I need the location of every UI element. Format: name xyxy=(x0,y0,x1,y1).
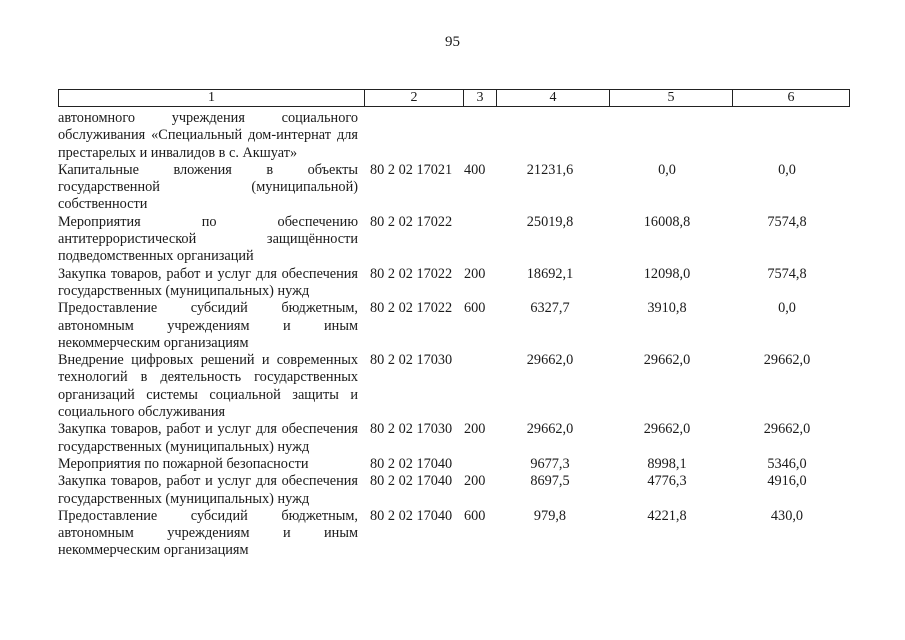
row-type: 200 xyxy=(464,473,486,490)
row-code: 80 2 02 17022 xyxy=(370,300,453,317)
header-col-6: 6 xyxy=(733,90,850,107)
row-code: 80 2 02 17022 xyxy=(370,265,453,282)
row-value-5 xyxy=(606,110,728,162)
row-value-4: 979,8 xyxy=(533,507,567,524)
table-row xyxy=(58,214,848,266)
row-code: 80 2 02 17040 xyxy=(370,507,453,524)
row-value-6: 0,0 xyxy=(778,300,796,317)
row-name: Закупка товаров, работ и услуг для обеспечения государственных (муниципальных) нужд xyxy=(58,473,358,507)
row-value-6: 7574,8 xyxy=(767,265,807,282)
row-type: 200 xyxy=(464,265,486,282)
header-col-5: 5 xyxy=(610,90,733,107)
header-col-1: 1 xyxy=(59,90,365,107)
row-type xyxy=(462,456,494,473)
row-value-4: 29662,0 xyxy=(526,421,574,438)
row-value-4: 18692,1 xyxy=(526,265,574,282)
row-code: 80 2 02 17030 xyxy=(370,421,453,438)
table-body xyxy=(58,110,848,560)
row-type: 200 xyxy=(464,421,486,438)
table-row xyxy=(58,110,848,162)
row-name: Закупка товаров, работ и услуг для обеспечения государственных (муниципальных) нужд xyxy=(58,265,358,299)
row-value-4: 25019,8 xyxy=(526,213,574,230)
row-value-5: 4221,8 xyxy=(647,507,687,524)
row-value-6: 0,0 xyxy=(778,161,796,178)
row-value-5: 29662,0 xyxy=(643,421,691,438)
row-value-6: 7574,8 xyxy=(767,213,807,230)
row-type: 600 xyxy=(464,507,486,524)
row-value-4 xyxy=(494,110,606,162)
header-col-2: 2 xyxy=(365,90,464,107)
row-value-4: 8697,5 xyxy=(530,473,570,490)
row-value-5: 12098,0 xyxy=(643,265,691,282)
table-row xyxy=(58,300,848,352)
row-value-5: 16008,8 xyxy=(643,213,691,230)
table-row xyxy=(58,352,848,421)
row-code xyxy=(358,110,462,162)
row-name: Предоставление субсидий бюджетным, автономным учреждениям и иным некоммерческим организациям xyxy=(58,300,358,351)
row-value-5: 0,0 xyxy=(658,161,676,178)
row-code: 80 2 02 17021 xyxy=(370,161,453,178)
row-value-4: 29662,0 xyxy=(526,352,574,369)
row-code: 80 2 02 17030 xyxy=(370,352,453,369)
row-name: автономного учреждения социального обслуживания «Специальный дом-интернат для престарелых и инвалидов в с. Акшуат» xyxy=(58,110,358,161)
row-code: 80 2 02 17040 xyxy=(370,473,453,490)
header-col-4: 4 xyxy=(497,90,610,107)
row-value-5: 8998,1 xyxy=(647,455,687,472)
page-number: 95 xyxy=(445,34,460,50)
row-name: Мероприятия по обеспечению антитеррористической защищённости подведомственных организаций xyxy=(58,213,358,265)
row-value-6: 29662,0 xyxy=(763,352,811,369)
row-value-6: 4916,0 xyxy=(767,473,807,490)
row-value-4: 6327,7 xyxy=(530,300,570,317)
row-value-5: 3910,8 xyxy=(647,300,687,317)
table-row xyxy=(58,508,848,560)
row-name: Закупка товаров, работ и услуг для обеспечения государственных (муниципальных) нужд xyxy=(58,421,358,455)
row-name: Капитальные вложения в объекты государственной (муниципальной) собственности xyxy=(58,161,358,213)
row-value-6: 29662,0 xyxy=(763,421,811,438)
row-value-4: 21231,6 xyxy=(526,161,574,178)
row-value-4: 9677,3 xyxy=(530,455,570,472)
row-type xyxy=(462,352,494,421)
row-value-6: 5346,0 xyxy=(767,455,807,472)
row-value-5: 4776,3 xyxy=(647,473,687,490)
row-name: Мероприятия по пожарной безопасности xyxy=(58,455,309,472)
row-value-5: 29662,0 xyxy=(643,352,691,369)
row-value-6: 430,0 xyxy=(770,507,804,524)
header-row xyxy=(59,90,850,107)
row-type: 400 xyxy=(464,161,486,178)
table-row xyxy=(58,266,848,301)
table-header xyxy=(58,89,850,107)
row-value-6 xyxy=(728,110,846,162)
header-col-3: 3 xyxy=(464,90,497,107)
table-row xyxy=(58,162,848,214)
row-type: 600 xyxy=(464,300,486,317)
row-name: Предоставление субсидий бюджетным, автономным учреждениям и иным некоммерческим организациям xyxy=(58,507,358,559)
row-type xyxy=(462,214,494,266)
row-code: 80 2 02 17040 xyxy=(370,455,453,472)
row-code: 80 2 02 17022 xyxy=(370,213,453,230)
table-row xyxy=(58,456,848,473)
row-name: Внедрение цифровых решений и современных технологий в деятельность государственных организаций системы социальной защиты и социального обслуживания xyxy=(58,352,358,421)
row-type xyxy=(462,110,494,162)
table-row xyxy=(58,421,848,456)
table-row xyxy=(58,473,848,508)
